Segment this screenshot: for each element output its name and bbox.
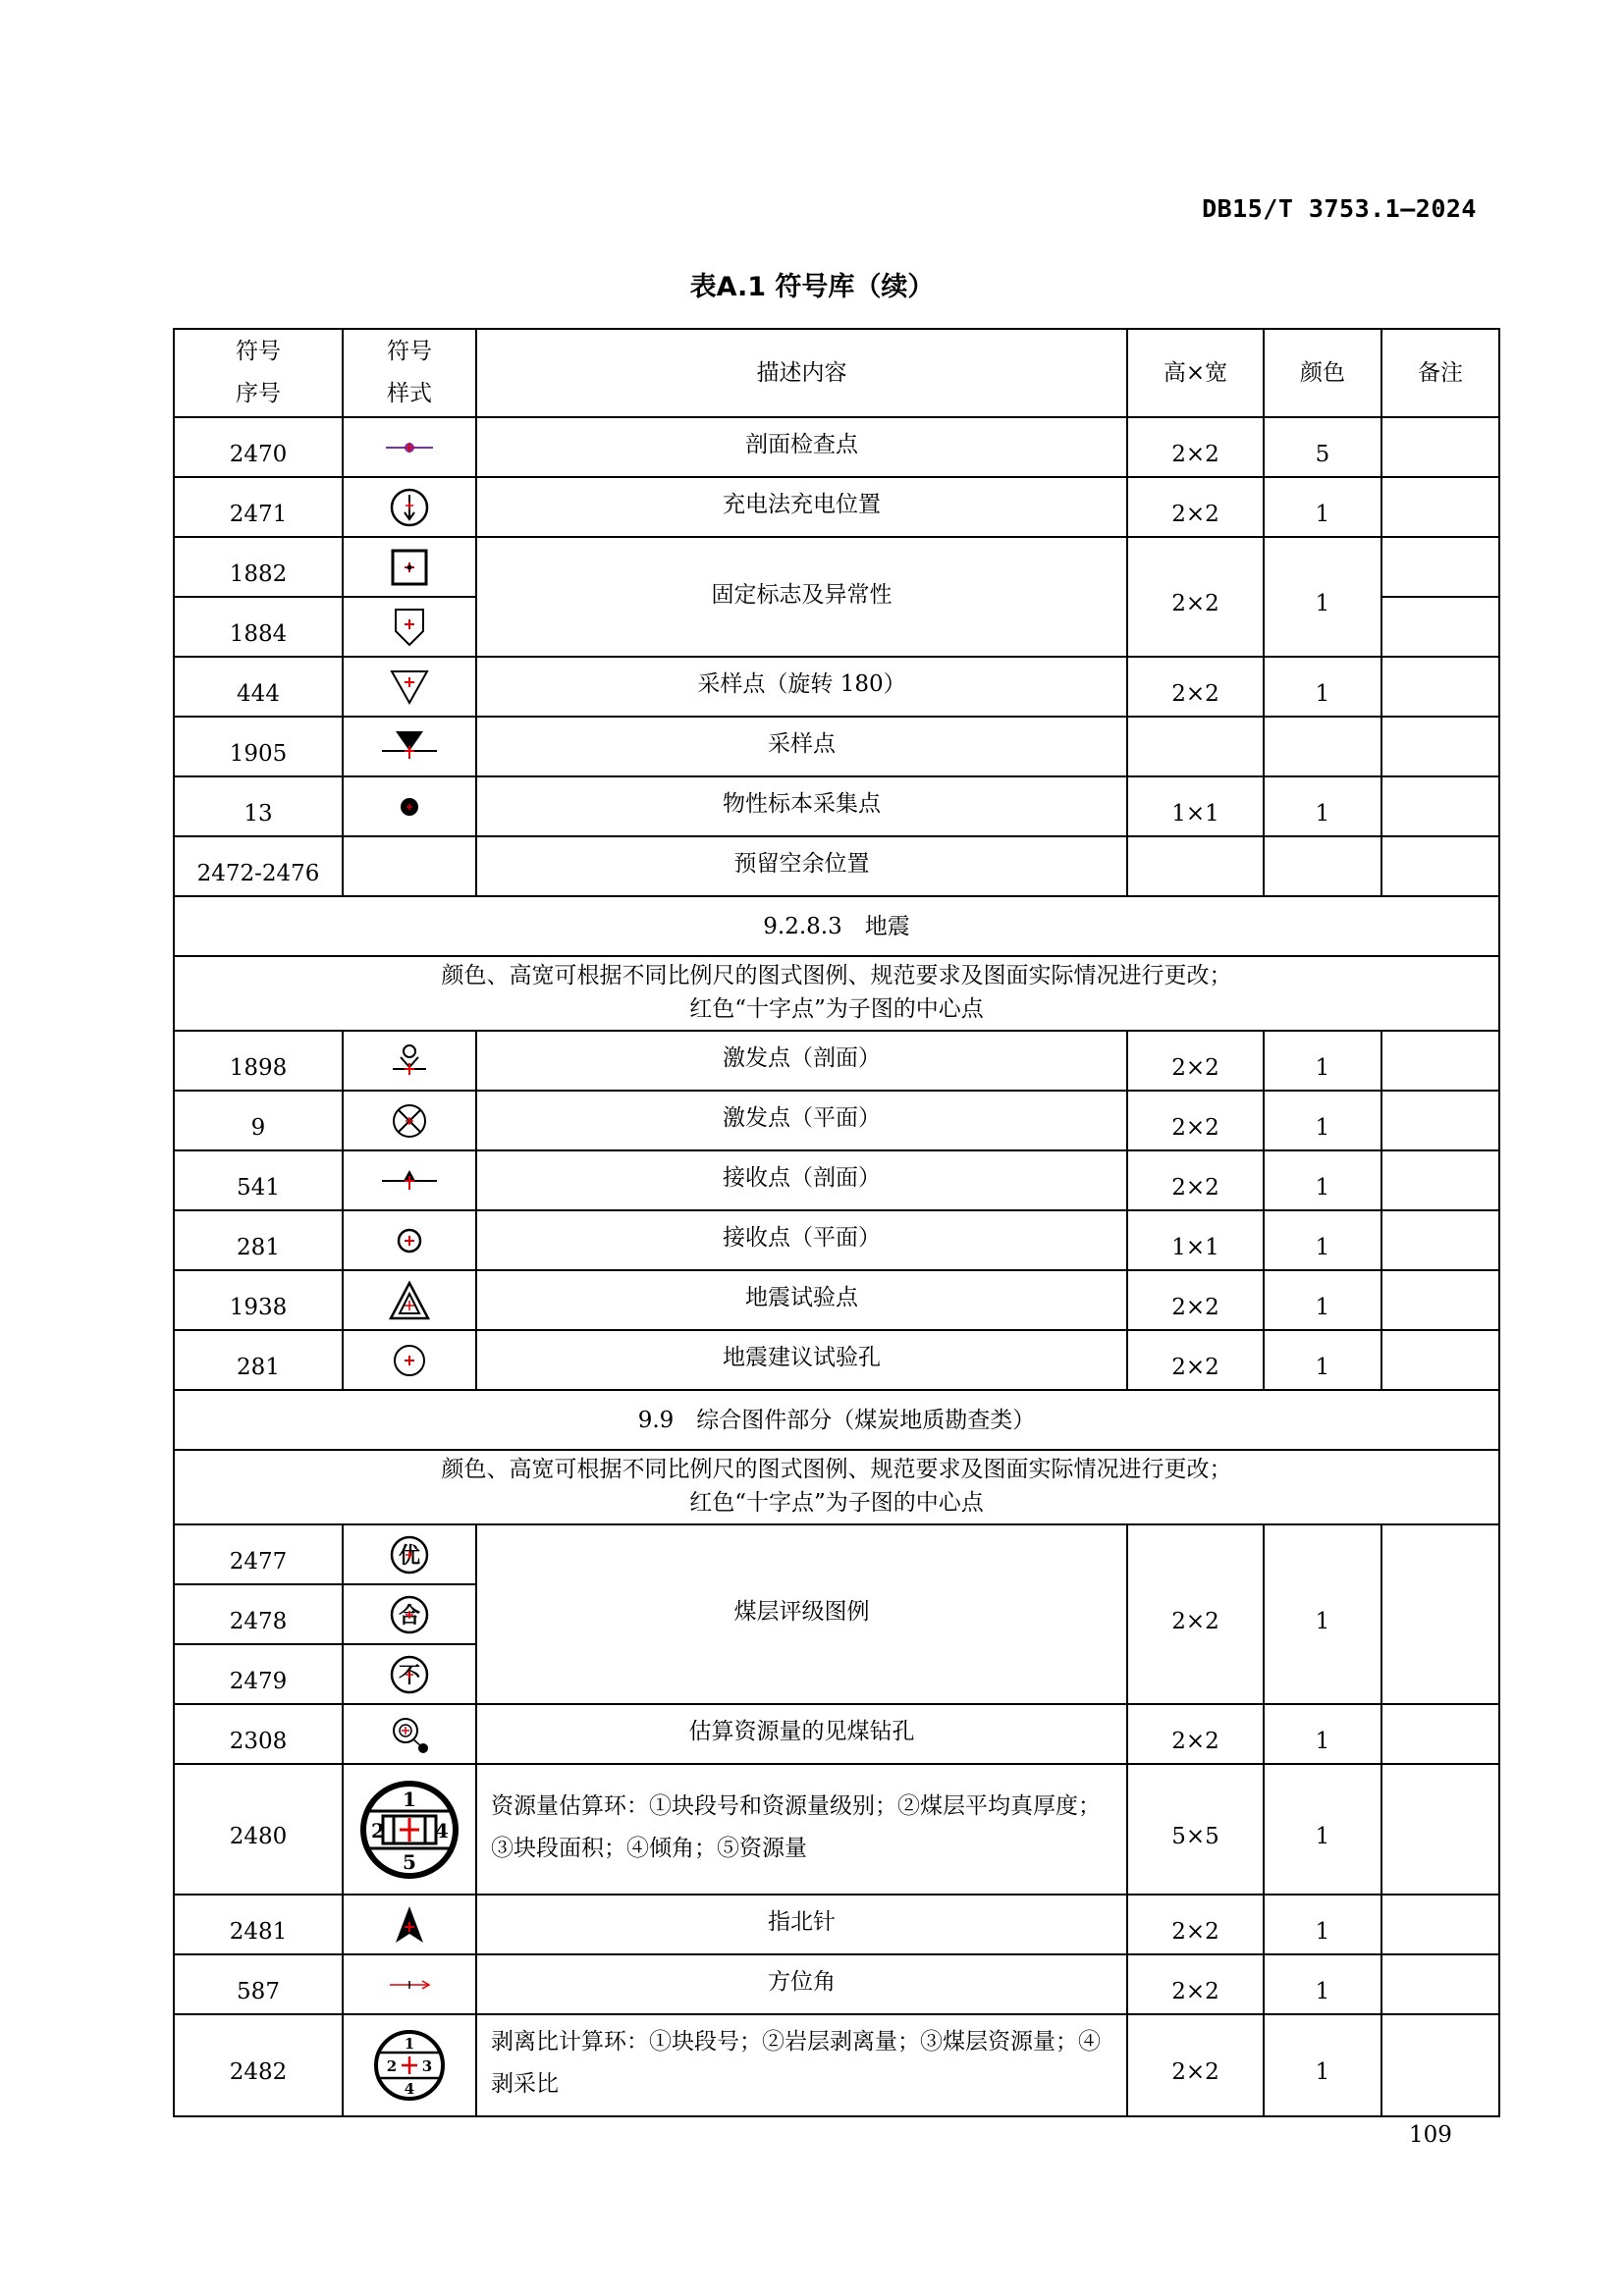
table-row: [174, 717, 1499, 776]
desc-cell: 接收点（平面）: [476, 1210, 1127, 1270]
north-arrow-icon: [390, 1903, 429, 1947]
remark-cell: [1381, 1150, 1499, 1210]
page-number: 109: [1409, 2122, 1452, 2148]
document-code: DB15/T 3753.1—2024: [1202, 194, 1477, 223]
desc-cell: 煤层评级图例: [476, 1524, 1127, 1704]
seq-cell: 541: [174, 1150, 343, 1210]
color-cell: 5: [1264, 417, 1381, 477]
symbol-cell: [343, 1644, 476, 1704]
symbol-cell: [343, 477, 476, 537]
seq-cell: 2478: [174, 1584, 343, 1644]
size-cell: 2×2: [1127, 1270, 1264, 1330]
table-row: [174, 537, 1499, 597]
symbol-cell: [343, 776, 476, 836]
symbol-cell: [343, 1584, 476, 1644]
color-cell: 1: [1264, 537, 1381, 657]
size-cell: [1127, 836, 1264, 896]
table-title: 表A.1 符号库（续）: [689, 272, 935, 302]
symbol-cell: [343, 1895, 476, 1954]
color-cell: 1: [1264, 1270, 1381, 1330]
seq-cell: 587: [174, 1954, 343, 2014]
seq-cell: 1905: [174, 717, 343, 776]
color-cell: 1: [1264, 776, 1381, 836]
desc-cell: 剖面检查点: [476, 417, 1127, 477]
color-cell: [1264, 836, 1381, 896]
desc-cell: 地震建议试验孔: [476, 1330, 1127, 1390]
color-cell: 1: [1264, 2014, 1381, 2116]
desc-cell: 方位角: [476, 1954, 1127, 2014]
size-cell: 2×2: [1127, 1150, 1264, 1210]
coal-grade-unqualified-icon: [389, 1654, 430, 1695]
col-header-color: 颜色: [1264, 329, 1381, 417]
section-row: [174, 1390, 1499, 1450]
seq-cell: 1938: [174, 1270, 343, 1330]
desc-cell: 剥离比计算环：①块段号；②岩层剥离量；③煤层资源量；④剥采比: [476, 2014, 1127, 2116]
size-cell: [1127, 717, 1264, 776]
remark-cell: [1381, 1270, 1499, 1330]
remark-cell: [1381, 1764, 1499, 1895]
seq-cell: 1882: [174, 537, 343, 597]
symbol-cell: [343, 657, 476, 717]
col-header-size: 高×宽: [1127, 329, 1264, 417]
remark-cell: [1381, 1895, 1499, 1954]
section-check-point-icon: [380, 433, 439, 462]
desc-cell: 固定标志及异常性: [476, 537, 1127, 657]
remark-cell: [1381, 537, 1499, 597]
azimuth-icon: [385, 1973, 434, 1997]
svg-text:优: 优: [398, 1543, 421, 1569]
remark-cell: [1381, 1031, 1499, 1091]
remark-cell: [1381, 597, 1499, 657]
seq-cell: 281: [174, 1330, 343, 1390]
remark-cell: [1381, 1704, 1499, 1764]
fixed-mark-square-icon: [390, 548, 429, 587]
symbol-cell: [343, 1150, 476, 1210]
table-header-row: [174, 329, 1499, 417]
seq-cell: 2482: [174, 2014, 343, 2116]
remark-cell: [1381, 657, 1499, 717]
color-cell: 1: [1264, 477, 1381, 537]
seq-cell: 2471: [174, 477, 343, 537]
table-row: [174, 836, 1499, 896]
table-row: [174, 1330, 1499, 1390]
svg-text:5: 5: [403, 1849, 416, 1874]
seq-cell: 9: [174, 1091, 343, 1150]
remark-cell: [1381, 477, 1499, 537]
desc-cell: 激发点（剖面）: [476, 1031, 1127, 1091]
remark-cell: [1381, 1330, 1499, 1390]
seq-cell: 2481: [174, 1895, 343, 1954]
seq-cell: 2470: [174, 417, 343, 477]
table-row: [174, 1954, 1499, 2014]
svg-text:2: 2: [371, 1818, 385, 1842]
seq-cell: 2472-2476: [174, 836, 343, 896]
desc-cell: 采样点（旋转 180）: [476, 657, 1127, 717]
receiver-point-plan-icon: [395, 1226, 424, 1255]
section-title: 9.9 综合图件部分（煤炭地质勘查类）: [174, 1390, 1499, 1450]
symbol-cell: [343, 2014, 476, 2116]
remark-cell: [1381, 2014, 1499, 2116]
seq-cell: 1884: [174, 597, 343, 657]
table-row: [174, 1210, 1499, 1270]
remark-cell: [1381, 417, 1499, 477]
coal-borehole-icon: [386, 1713, 433, 1756]
size-cell: 2×2: [1127, 477, 1264, 537]
symbol-cell: [343, 1031, 476, 1091]
symbol-cell: [343, 1524, 476, 1584]
symbol-cell: [343, 537, 476, 597]
coal-grade-qualified-icon: [389, 1594, 430, 1635]
desc-cell: 估算资源量的见煤钻孔: [476, 1704, 1127, 1764]
color-cell: 1: [1264, 1150, 1381, 1210]
section-note: 颜色、高宽可根据不同比例尺的图式图例、规范要求及图面实际情况进行更改； 红色“十字点”为子图的中心点: [174, 1450, 1499, 1524]
remark-cell: [1381, 1210, 1499, 1270]
desc-cell: 激发点（平面）: [476, 1091, 1127, 1150]
specimen-collection-point-icon: [398, 795, 421, 819]
svg-text:1: 1: [403, 1787, 416, 1811]
col-header-remark: 备注: [1381, 329, 1499, 417]
remark-cell: [1381, 776, 1499, 836]
symbol-cell: [343, 1270, 476, 1330]
size-cell: 2×2: [1127, 1330, 1264, 1390]
symbol-cell: [343, 1704, 476, 1764]
desc-cell: 接收点（剖面）: [476, 1150, 1127, 1210]
col-header-desc: 描述内容: [476, 329, 1127, 417]
seq-cell: 1898: [174, 1031, 343, 1091]
size-cell: 2×2: [1127, 537, 1264, 657]
size-cell: 2×2: [1127, 657, 1264, 717]
sampling-point-rotated-icon: [388, 667, 431, 707]
svg-text:合: 合: [398, 1603, 421, 1629]
seq-cell: 2479: [174, 1644, 343, 1704]
section-note-row: [174, 1450, 1499, 1524]
remark-cell: [1381, 1091, 1499, 1150]
symbol-table: [173, 328, 1500, 2117]
svg-text:1: 1: [404, 2035, 415, 2053]
table-row: [174, 1150, 1499, 1210]
seq-cell: 2480: [174, 1764, 343, 1895]
section-note-row: [174, 956, 1499, 1031]
size-cell: 2×2: [1127, 1895, 1264, 1954]
size-cell: 1×1: [1127, 1210, 1264, 1270]
remark-cell: [1381, 717, 1499, 776]
symbol-cell: [343, 1091, 476, 1150]
size-cell: 2×2: [1127, 1091, 1264, 1150]
desc-cell: 采样点: [476, 717, 1127, 776]
coal-grade-excellent-icon: [389, 1534, 430, 1575]
svg-text:3: 3: [421, 2057, 433, 2075]
fixed-mark-shield-icon: [390, 606, 429, 649]
remark-cell: [1381, 836, 1499, 896]
color-cell: 1: [1264, 1764, 1381, 1895]
col-header-style: 符号 样式: [343, 329, 476, 417]
color-cell: 1: [1264, 1091, 1381, 1150]
table-row: [174, 1270, 1499, 1330]
symbol-cell: [343, 1954, 476, 2014]
seismic-test-point-icon: [387, 1279, 432, 1322]
shot-point-plan-icon: [390, 1101, 429, 1141]
section-note: 颜色、高宽可根据不同比例尺的图式图例、规范要求及图面实际情况进行更改； 红色“十字点”为子图的中心点: [174, 956, 1499, 1031]
symbol-cell: [343, 717, 476, 776]
symbol-cell: [343, 417, 476, 477]
seq-cell: 444: [174, 657, 343, 717]
color-cell: 1: [1264, 1954, 1381, 2014]
table-row: [174, 1895, 1499, 1954]
col-header-seq: 符号 序号: [174, 329, 343, 417]
table-row: [174, 1704, 1499, 1764]
size-cell: 5×5: [1127, 1764, 1264, 1895]
color-cell: [1264, 717, 1381, 776]
charging-position-icon: [388, 486, 431, 529]
symbol-cell: [343, 836, 476, 896]
desc-cell: 资源量估算环：①块段号和资源量级别；②煤层平均真厚度；③块段面积；④倾角；⑤资源量: [476, 1764, 1127, 1895]
seismic-test-hole-icon: [390, 1341, 429, 1380]
table-row: [174, 1031, 1499, 1091]
desc-cell: 充电法充电位置: [476, 477, 1127, 537]
seq-cell: 2308: [174, 1704, 343, 1764]
size-cell: 2×2: [1127, 1031, 1264, 1091]
color-cell: 1: [1264, 1704, 1381, 1764]
section-title: 9.2.8.3 地震: [174, 896, 1499, 956]
svg-text:不: 不: [398, 1663, 421, 1688]
svg-text:4: 4: [404, 2080, 415, 2098]
seq-cell: 13: [174, 776, 343, 836]
size-cell: 2×2: [1127, 417, 1264, 477]
color-cell: 1: [1264, 1210, 1381, 1270]
desc-cell: 预留空余位置: [476, 836, 1127, 896]
svg-text:2: 2: [386, 2057, 398, 2075]
size-cell: 2×2: [1127, 1524, 1264, 1704]
seq-cell: 2477: [174, 1524, 343, 1584]
color-cell: 1: [1264, 657, 1381, 717]
receiver-point-section-icon: [378, 1164, 441, 1198]
symbol-cell: [343, 597, 476, 657]
table-row: [174, 2014, 1499, 2116]
table-row: [174, 1764, 1499, 1895]
table-row: [174, 657, 1499, 717]
resource-estimate-ring-icon: [351, 1779, 468, 1881]
table-row: [174, 1091, 1499, 1150]
table-row: [174, 776, 1499, 836]
color-cell: 1: [1264, 1895, 1381, 1954]
desc-cell: 指北针: [476, 1895, 1127, 1954]
table-row: [174, 477, 1499, 537]
symbol-cell: [343, 1764, 476, 1895]
size-cell: 2×2: [1127, 2014, 1264, 2116]
shot-point-section-icon: [385, 1041, 434, 1081]
section-row: [174, 896, 1499, 956]
stripping-ratio-ring-icon: [370, 2028, 449, 2103]
sampling-point-icon: [378, 727, 441, 767]
size-cell: 2×2: [1127, 1954, 1264, 2014]
color-cell: 1: [1264, 1330, 1381, 1390]
size-cell: 2×2: [1127, 1704, 1264, 1764]
remark-cell: [1381, 1954, 1499, 2014]
symbol-cell: [343, 1330, 476, 1390]
desc-cell: 物性标本采集点: [476, 776, 1127, 836]
color-cell: 1: [1264, 1524, 1381, 1704]
color-cell: 1: [1264, 1031, 1381, 1091]
table-row: [174, 1524, 1499, 1584]
symbol-cell: [343, 1210, 476, 1270]
seq-cell: 281: [174, 1210, 343, 1270]
size-cell: 1×1: [1127, 776, 1264, 836]
remark-cell: [1381, 1524, 1499, 1704]
table-row: [174, 417, 1499, 477]
svg-text:4: 4: [435, 1818, 449, 1842]
desc-cell: 地震试验点: [476, 1270, 1127, 1330]
